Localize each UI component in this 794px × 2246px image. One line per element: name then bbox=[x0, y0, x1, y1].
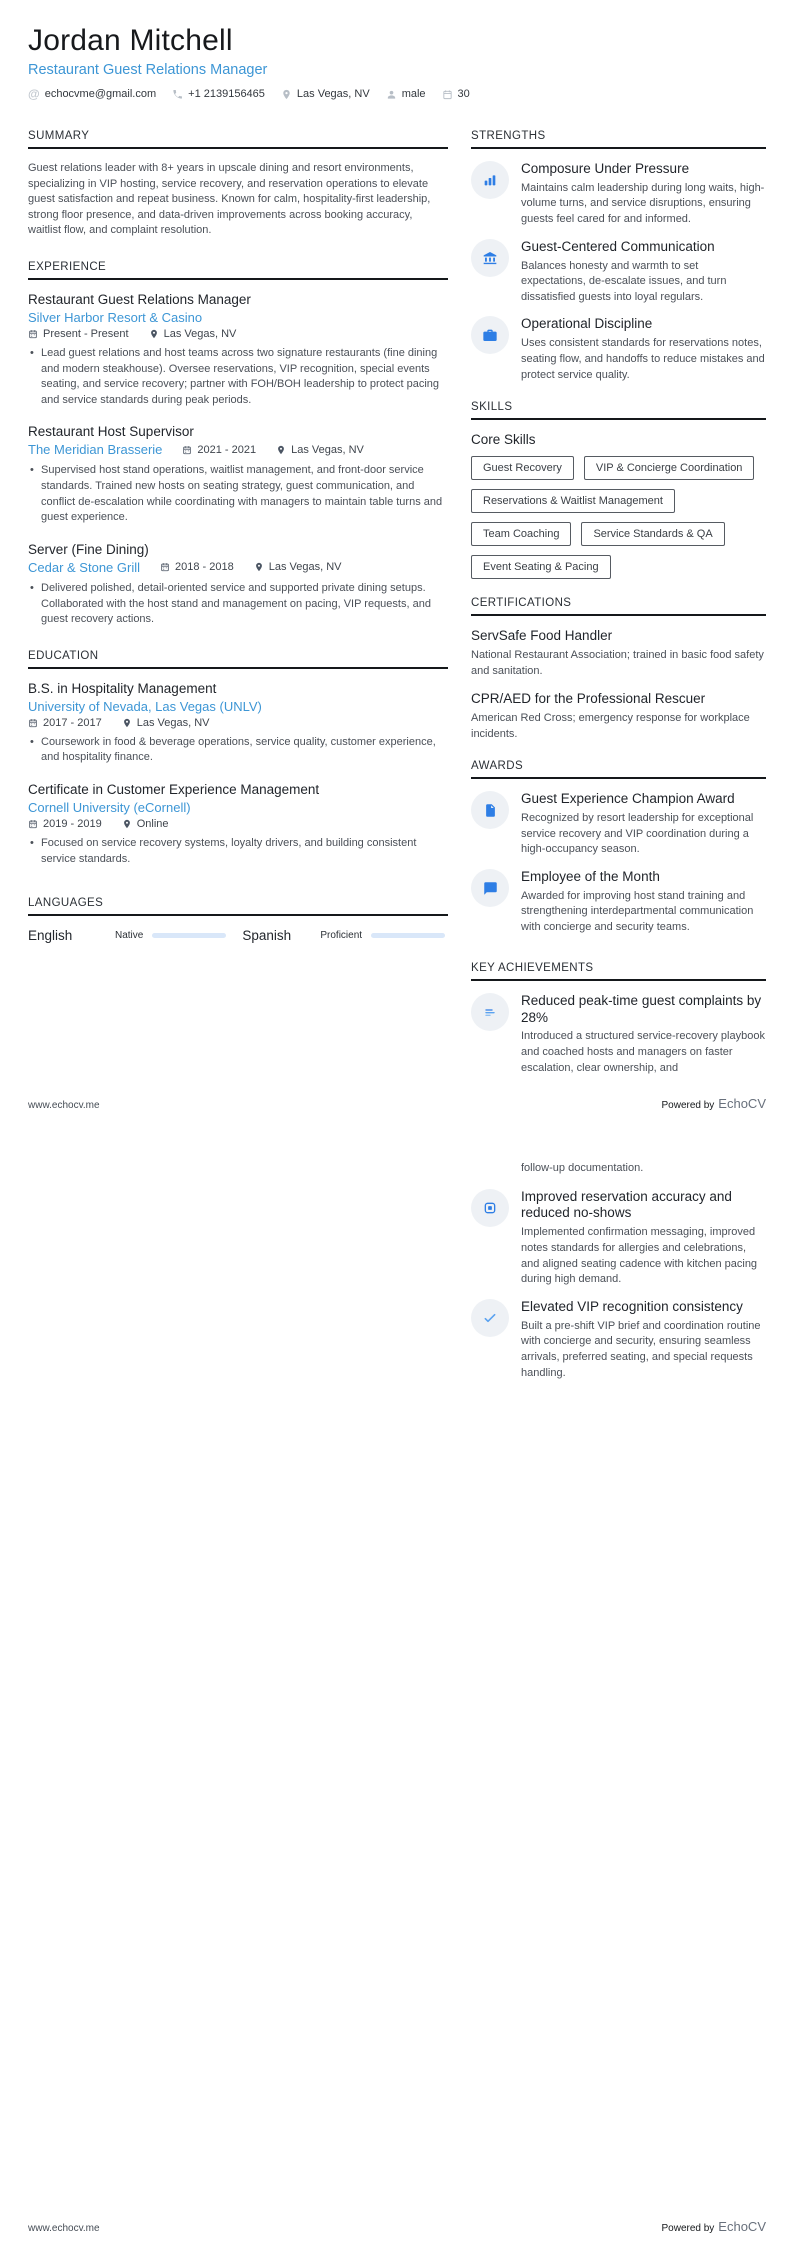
summary-heading: SUMMARY bbox=[28, 130, 448, 149]
certification-title: CPR/AED for the Professional Rescuer bbox=[471, 691, 706, 707]
job-dates: 2021 - 2021 bbox=[182, 444, 256, 456]
right-column bbox=[471, 130, 766, 1098]
achievement-item bbox=[471, 993, 766, 1077]
briefcase-icon bbox=[471, 316, 509, 354]
contact-location bbox=[281, 88, 370, 100]
skills-chip-list bbox=[471, 456, 766, 579]
degree-title: B.S. in Hospitality Management bbox=[28, 680, 217, 696]
education-section bbox=[28, 650, 448, 867]
job-location: Las Vegas, NV bbox=[254, 561, 342, 573]
strength-item bbox=[471, 316, 766, 383]
chat-bubble-icon bbox=[471, 869, 509, 907]
achievement-title: Improved reservation accuracy and reduced no-shows bbox=[521, 1188, 732, 1221]
achievements-continued bbox=[471, 1161, 766, 1392]
certifications-section bbox=[471, 597, 766, 742]
strength-title: Guest-Centered Communication bbox=[521, 238, 715, 254]
powered-by-label: Powered by bbox=[661, 1100, 715, 1111]
footer-website: www.echocv.me bbox=[28, 2223, 100, 2234]
award-text: Recognized by resort leadership for exceptional service recovery and VIP coordination during a high-occupancy season. bbox=[521, 812, 754, 856]
awards-section bbox=[471, 760, 766, 935]
person-job-title: Restaurant Guest Relations Manager bbox=[28, 62, 268, 78]
degree-title: Certificate in Customer Experience Management bbox=[28, 781, 320, 797]
skill-chip: Guest Recovery bbox=[471, 456, 574, 480]
age-value: 30 bbox=[457, 88, 470, 100]
achievement-title: Elevated VIP recognition consistency bbox=[521, 1298, 743, 1314]
strength-text: Maintains calm leadership during long waits, high-volume turns, and service disruptions, ensuring guests feel cared for and informed. bbox=[521, 181, 765, 226]
page-2 bbox=[0, 1123, 794, 2246]
achievements-section bbox=[471, 962, 766, 1077]
job-bullet: • Delivered polished, detail-oriented service and supported private dining setups. Collaborated with the host stand and management on pacing, VIP requests, and guest recovery actions. bbox=[28, 581, 448, 628]
achievement-text: Introduced a structured service-recovery playbook and coached hosts and managers on faster escalation, clear ownership, and bbox=[521, 1030, 765, 1074]
phone-value: +1 2139156465 bbox=[188, 88, 265, 100]
company-name: The Meridian Brasserie bbox=[28, 442, 163, 458]
school-name: University of Nevada, Las Vegas (UNLV) bbox=[28, 698, 262, 714]
certification-text: American Red Cross; emergency response for workplace incidents. bbox=[471, 712, 750, 740]
job-title: Restaurant Host Supervisor bbox=[28, 424, 194, 440]
job-bullet: • Lead guest relations and host teams across two signature restaurants (fine dining and modern steakhouse). Oversee reservations, VIP recognition, special events seating, and service recovery; partner with FOH/BOH leadership to protect pacing and service standards during peak periods. bbox=[28, 346, 448, 408]
calendar-icon bbox=[28, 718, 38, 728]
award-title: Employee of the Month bbox=[521, 869, 660, 884]
calendar-icon bbox=[28, 329, 38, 339]
email-value: echocvme@gmail.com bbox=[44, 88, 157, 100]
achievement-item bbox=[471, 1299, 766, 1381]
summary-section bbox=[28, 130, 448, 239]
skills-section bbox=[471, 401, 766, 579]
contact-row bbox=[28, 87, 766, 101]
location-pin-icon bbox=[276, 445, 286, 455]
skills-group-title: Core Skills bbox=[471, 432, 536, 448]
achievement-text: Implemented confirmation messaging, improved notes standards for allergies and celebrations, and aligned seating cadence with kitchen pacing during high demand. bbox=[521, 1226, 758, 1286]
document-icon bbox=[471, 791, 509, 829]
skill-chip: Event Seating & Pacing bbox=[471, 555, 611, 579]
skill-chip: Team Coaching bbox=[471, 522, 571, 546]
award-item bbox=[471, 791, 766, 858]
job-location: Las Vegas, NV bbox=[149, 328, 237, 340]
left-column bbox=[28, 130, 448, 965]
award-title: Guest Experience Champion Award bbox=[521, 791, 735, 807]
bar-chart-icon bbox=[471, 161, 509, 199]
bank-icon bbox=[471, 239, 509, 277]
education-entry bbox=[28, 782, 448, 867]
job-title: Server (Fine Dining) bbox=[28, 541, 149, 557]
strength-text: Balances honesty and warmth to set expectations, de-escalate issues, and turn dissatisfied guests into loyal regulars. bbox=[521, 259, 727, 303]
job-dates: 2018 - 2018 bbox=[160, 561, 234, 573]
education-heading: EDUCATION bbox=[28, 650, 448, 669]
calendar-icon bbox=[442, 89, 453, 100]
location-pin-icon bbox=[149, 329, 159, 339]
person-icon bbox=[386, 89, 397, 100]
strengths-section bbox=[471, 130, 766, 383]
awards-heading: AWARDS bbox=[471, 760, 766, 779]
education-location: Online bbox=[122, 818, 169, 830]
achievement-item bbox=[471, 1189, 766, 1288]
strength-title: Composure Under Pressure bbox=[521, 161, 690, 176]
language-name: Spanish bbox=[242, 928, 292, 944]
certification-title: ServSafe Food Handler bbox=[471, 628, 613, 644]
education-entry bbox=[28, 681, 448, 766]
contact-age bbox=[442, 88, 470, 100]
page-footer bbox=[28, 1096, 766, 1111]
certifications-heading: CERTIFICATIONS bbox=[471, 597, 766, 616]
strength-text: Uses consistent standards for reservations notes, seating flow, and handoffs to reduce mistakes and protect service quality. bbox=[521, 337, 765, 381]
award-item bbox=[471, 869, 766, 936]
resume-header bbox=[28, 24, 766, 101]
chip-icon bbox=[471, 1189, 509, 1227]
experience-entry bbox=[28, 542, 448, 628]
location-pin-icon bbox=[122, 819, 132, 829]
company-name: Silver Harbor Resort & Casino bbox=[28, 310, 203, 326]
education-dates: 2019 - 2019 bbox=[28, 818, 102, 830]
skill-chip: VIP & Concierge Coordination bbox=[584, 456, 755, 480]
contact-gender bbox=[386, 88, 426, 100]
achievement-text-continued: follow-up documentation. bbox=[521, 1162, 644, 1174]
check-icon bbox=[471, 1299, 509, 1337]
language-bar bbox=[152, 933, 226, 938]
at-icon: @ bbox=[28, 87, 40, 101]
skill-chip: Service Standards & QA bbox=[581, 522, 724, 546]
achievement-title: Reduced peak-time guest complaints by 28% bbox=[521, 992, 762, 1025]
brand-name: EchoCV bbox=[718, 2219, 766, 2234]
achievements-heading: KEY ACHIEVEMENTS bbox=[471, 962, 766, 981]
gender-value: male bbox=[401, 88, 426, 100]
language-level: Proficient bbox=[320, 930, 363, 942]
location-pin-icon bbox=[122, 718, 132, 728]
location-pin-icon bbox=[281, 89, 292, 100]
company-name: Cedar & Stone Grill bbox=[28, 559, 140, 575]
strength-item bbox=[471, 239, 766, 306]
languages-section bbox=[28, 897, 448, 943]
achievement-text: Built a pre-shift VIP brief and coordination routine with concierge and security, ensuring seamless arrivals, preferred seating, and special requests handling. bbox=[521, 1319, 761, 1379]
language-level: Native bbox=[115, 930, 144, 942]
languages-heading: LANGUAGES bbox=[28, 897, 448, 916]
job-title: Restaurant Guest Relations Manager bbox=[28, 292, 251, 308]
certification-item bbox=[471, 691, 766, 742]
skill-chip: Reservations & Waitlist Management bbox=[471, 489, 675, 513]
education-bullet: • Focused on service recovery systems, loyalty drivers, and building consistent service standards. bbox=[28, 836, 448, 867]
phone-icon bbox=[172, 89, 183, 100]
award-text: Awarded for improving host stand training and strengthening interdepartmental communication with concierge and security teams. bbox=[521, 889, 754, 934]
footer-powered bbox=[661, 2219, 766, 2234]
language-bar bbox=[371, 933, 445, 938]
job-dates: Present - Present bbox=[28, 328, 129, 340]
lines-icon bbox=[471, 993, 509, 1031]
calendar-icon bbox=[28, 819, 38, 829]
contact-phone bbox=[172, 88, 265, 100]
calendar-icon bbox=[182, 445, 192, 455]
language-row bbox=[28, 928, 448, 943]
language-name: English bbox=[28, 928, 73, 944]
contact-email bbox=[28, 87, 156, 101]
job-bullet: • Supervised host stand operations, waitlist management, and front-door service standards. Trained new hosts on seating strategy, guest communication, and conflict de-escalation while coordinating with managers to maintain table turns and guest experience. bbox=[28, 463, 448, 525]
experience-heading: EXPERIENCE bbox=[28, 261, 448, 280]
skills-heading: SKILLS bbox=[471, 401, 766, 420]
job-location: Las Vegas, NV bbox=[276, 444, 364, 456]
brand-name: EchoCV bbox=[718, 1096, 766, 1111]
calendar-icon bbox=[160, 562, 170, 572]
experience-entry bbox=[28, 292, 448, 408]
education-bullet: • Coursework in food & beverage operations, service quality, customer experience, and hospitality finance. bbox=[28, 735, 448, 766]
experience-section bbox=[28, 261, 448, 628]
footer-powered bbox=[661, 1096, 766, 1111]
person-name: Jordan Mitchell bbox=[28, 24, 233, 57]
strength-title: Operational Discipline bbox=[521, 316, 653, 332]
education-dates: 2017 - 2017 bbox=[28, 717, 102, 729]
strengths-heading: STRENGTHS bbox=[471, 130, 766, 149]
summary-text: Guest relations leader with 8+ years in upscale dining and resort environments, specializing in VIP hosting, service recovery, and reservation operations to elevate guest satisfaction and repeat business. Known for calm, hospitality-first leadership, strong floor presence, and data-driven improvements across booking accuracy, waitlist flow, and complaint resolution. bbox=[28, 162, 431, 237]
page-footer bbox=[28, 2219, 766, 2234]
education-location: Las Vegas, NV bbox=[122, 717, 210, 729]
experience-entry bbox=[28, 424, 448, 525]
certification-item bbox=[471, 628, 766, 679]
location-pin-icon bbox=[254, 562, 264, 572]
powered-by-label: Powered by bbox=[661, 2223, 715, 2234]
school-name: Cornell University (eCornell) bbox=[28, 799, 191, 815]
location-value: Las Vegas, NV bbox=[296, 88, 370, 100]
strength-item bbox=[471, 161, 766, 228]
footer-website: www.echocv.me bbox=[28, 1100, 100, 1111]
certification-text: National Restaurant Association; trained in basic food safety and sanitation. bbox=[471, 648, 764, 677]
